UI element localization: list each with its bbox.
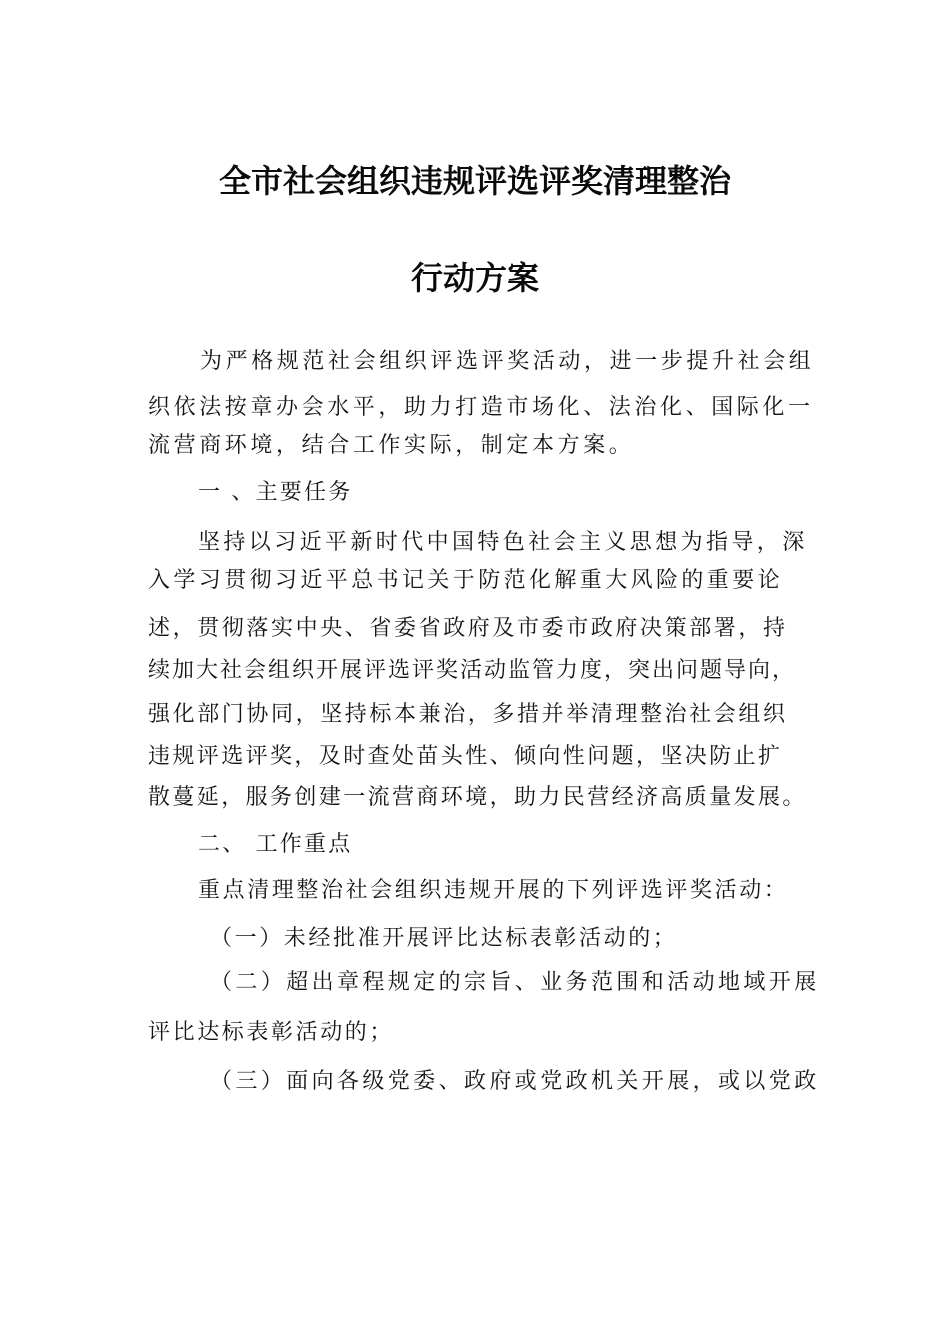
section-heading-main-tasks: 一 、主要任务 [198, 480, 353, 505]
paragraph-line: 织依法按章办会水平，助力打造市场化、法治化、国际化一 [148, 395, 814, 420]
paragraph-line: 续加大社会组织开展评选评奖活动监管力度，突出问题导向， [148, 658, 797, 683]
document-subtitle: 行动方案 [410, 259, 539, 297]
paragraph-line: 坚持以习近平新时代中国特色社会主义思想为指导，深 [198, 530, 808, 555]
document-title: 全市社会组织违规评选评奖清理整治 [218, 162, 731, 200]
paragraph-line: 违规评选评奖，及时查处苗头性、倾向性问题，坚决防止扩 [148, 744, 783, 769]
list-item: （二）超出章程规定的宗旨、业务范围和活动地域开展 [210, 970, 820, 995]
list-item: （三）面向各级党委、政府或党政机关开展，或以党政 [210, 1069, 820, 1094]
paragraph-line: 流营商环境，结合工作实际，制定本方案。 [148, 433, 635, 458]
section-heading-key-work: 二、 工作重点 [198, 832, 353, 857]
paragraph-line: 为严格规范社会组织评选评奖活动，进一步提升社会组 [200, 349, 815, 374]
list-item-continuation: 评比达标表彰活动的； [148, 1020, 395, 1045]
paragraph-line: 述，贯彻落实中央、省委省政府及市委市政府决策部署，持 [148, 616, 788, 641]
list-item: （一）未经批准开展评比达标表彰活动的； [210, 926, 678, 951]
paragraph-line: 强化部门协同，坚持标本兼治，多措并举清理整治社会组织 [148, 702, 788, 727]
paragraph-line: 入学习贯彻习近平总书记关于防范化解重大风险的重要论 [148, 568, 784, 593]
paragraph-line: 散蔓延，服务创建一流营商环境，助力民营经济高质量发展。 [148, 785, 807, 810]
paragraph-line: 重点清理整治社会组织违规开展的下列评选评奖活动： [198, 878, 789, 903]
